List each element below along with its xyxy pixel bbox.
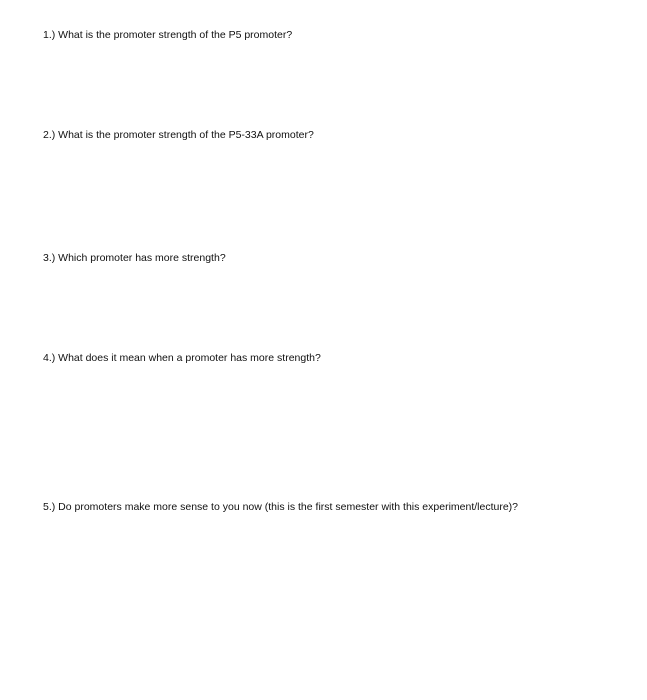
question-5: 5.) Do promoters make more sense to you now (this is the first semester with this experiment/lecture)? bbox=[43, 501, 519, 513]
question-3: 3.) Which promoter has more strength? bbox=[43, 252, 226, 264]
question-2: 2.) What is the promoter strength of the P5-33A promoter? bbox=[43, 129, 314, 141]
question-1: 1.) What is the promoter strength of the P5 promoter? bbox=[43, 29, 293, 41]
question-4: 4.) What does it mean when a promoter has more strength? bbox=[43, 352, 321, 364]
